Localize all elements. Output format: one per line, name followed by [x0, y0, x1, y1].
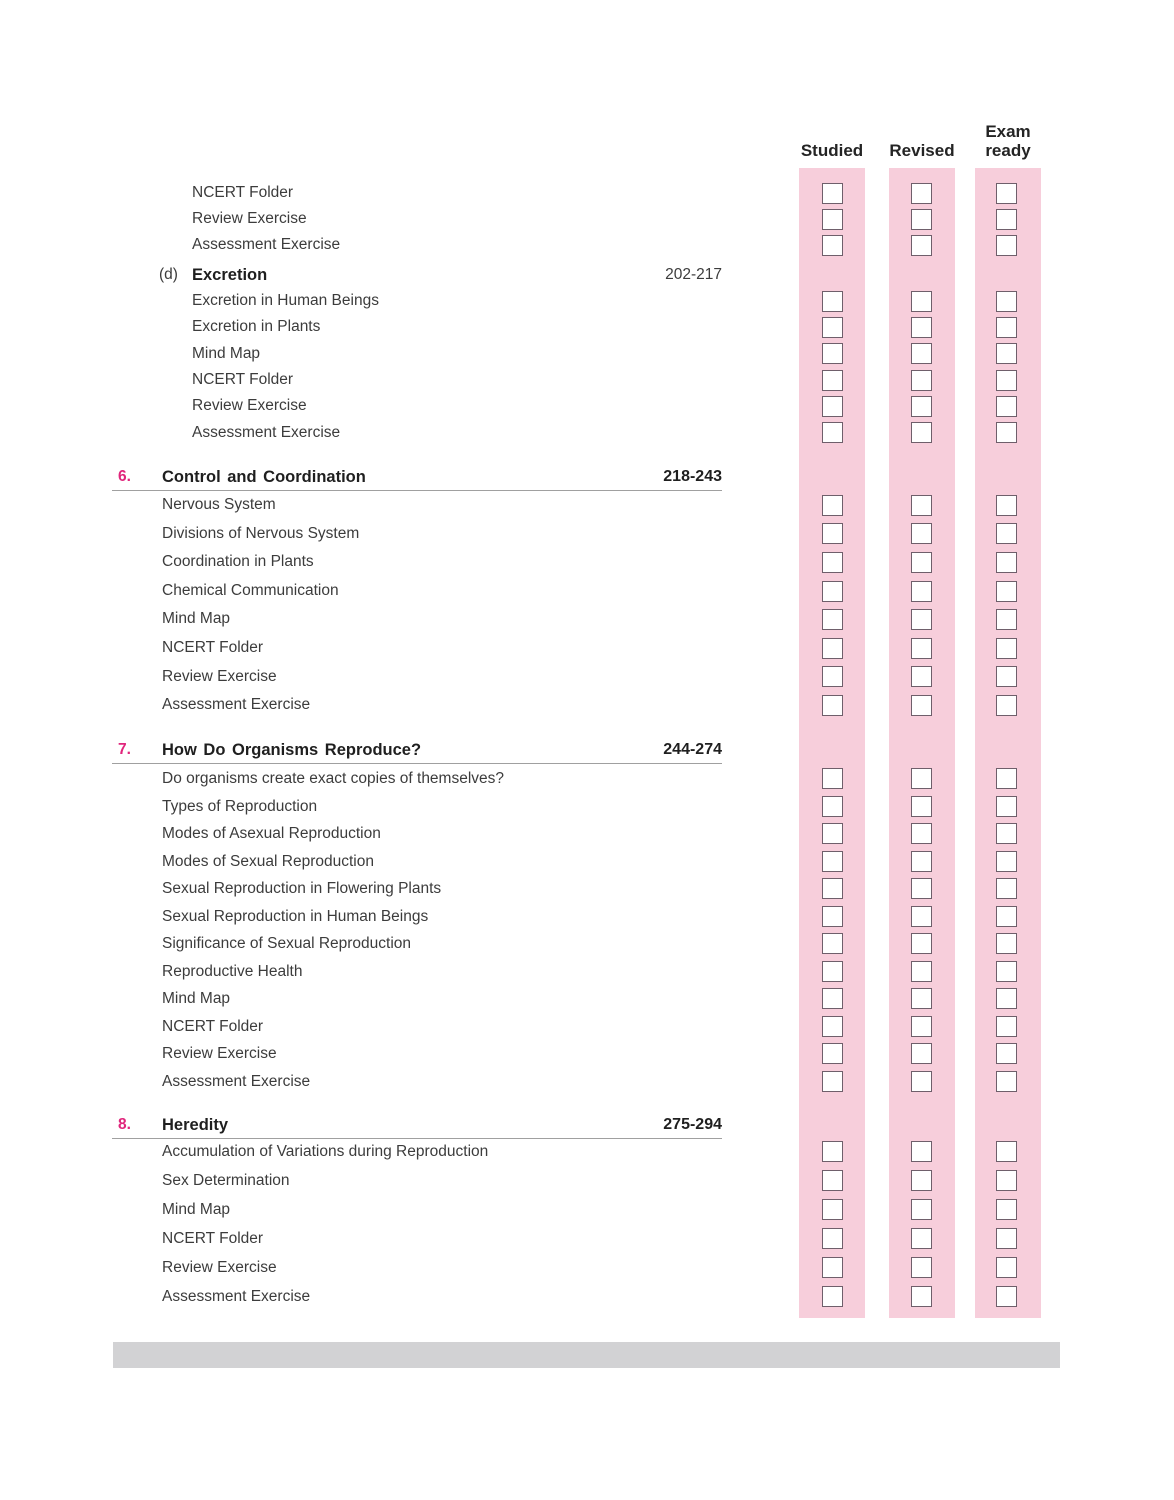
toc-item-label: Excretion in Plants: [192, 318, 321, 336]
toc-item-label: Modes of Sexual Reproduction: [162, 852, 374, 870]
footer-bar: [113, 1342, 1060, 1368]
toc-item-row: [0, 180, 1174, 206]
page-range: 275-294: [663, 1116, 722, 1133]
revised-checkbox[interactable]: [911, 209, 932, 230]
revised-checkbox[interactable]: [911, 1170, 932, 1191]
revised-checkbox[interactable]: [911, 638, 932, 659]
studied-checkbox[interactable]: [822, 317, 843, 338]
exam-ready-checkbox[interactable]: [996, 343, 1017, 364]
revised-checkbox[interactable]: [911, 933, 932, 954]
studied-checkbox[interactable]: [822, 1199, 843, 1220]
chapter-number: 8.: [118, 1116, 131, 1133]
page-range: 202-217: [665, 266, 722, 283]
exam-ready-checkbox[interactable]: [996, 666, 1017, 687]
toc-item-row: [0, 548, 1174, 577]
toc-item-label: Assessment Exercise: [162, 1072, 311, 1090]
studied-checkbox[interactable]: [822, 666, 843, 687]
toc-item-row: [0, 393, 1174, 419]
exam-ready-checkbox[interactable]: [996, 638, 1017, 659]
chapter-row: [112, 737, 722, 764]
studied-checkbox[interactable]: [822, 370, 843, 391]
toc-item-row: [0, 1253, 1174, 1282]
revised-checkbox[interactable]: [911, 796, 932, 817]
revised-checkbox[interactable]: [911, 961, 932, 982]
studied-checkbox[interactable]: [822, 235, 843, 256]
studied-checkbox[interactable]: [822, 1228, 843, 1249]
studied-checkbox[interactable]: [822, 552, 843, 573]
exam-ready-checkbox[interactable]: [996, 768, 1017, 789]
studied-checkbox[interactable]: [822, 823, 843, 844]
revised-checkbox[interactable]: [911, 291, 932, 312]
toc-item-label: Mind Map: [192, 344, 261, 362]
exam-ready-checkbox[interactable]: [996, 609, 1017, 630]
toc-item-label: Coordination in Plants: [162, 553, 314, 571]
toc-item-row: [0, 930, 1174, 958]
toc-item-label: Assessment Exercise: [192, 236, 341, 254]
studied-checkbox[interactable]: [822, 1257, 843, 1278]
exam-ready-checkbox[interactable]: [996, 823, 1017, 844]
toc-item-row: [0, 520, 1174, 549]
toc-item-label: Reproductive Health: [162, 962, 303, 980]
studied-checkbox[interactable]: [822, 695, 843, 716]
exam-ready-checkbox[interactable]: [996, 317, 1017, 338]
exam-ready-checkbox[interactable]: [996, 933, 1017, 954]
toc-item-label: Sexual Reproduction in Flowering Plants: [162, 880, 442, 897]
revised-checkbox[interactable]: [911, 1199, 932, 1220]
chapter-number: 7.: [118, 741, 131, 758]
toc-item-row: [0, 1013, 1174, 1041]
revised-checkbox[interactable]: [911, 343, 932, 364]
studied-checkbox[interactable]: [822, 961, 843, 982]
exam-ready-checkbox[interactable]: [996, 235, 1017, 256]
toc-item-label: Assessment Exercise: [162, 696, 311, 714]
studied-checkbox[interactable]: [822, 523, 843, 544]
revised-checkbox[interactable]: [911, 396, 932, 417]
studied-checkbox[interactable]: [822, 1071, 843, 1092]
revised-checkbox[interactable]: [911, 581, 932, 602]
column-header-studied: [787, 116, 877, 160]
studied-checkbox[interactable]: [822, 291, 843, 312]
studied-checkbox[interactable]: [822, 396, 843, 417]
subchapter-row: [112, 262, 722, 288]
toc-item-label: Do organisms create exact copies of themselves?: [162, 770, 505, 787]
toc-item-label: Mind Map: [162, 610, 231, 628]
toc-item-row: [0, 820, 1174, 848]
toc-item-row: [0, 663, 1174, 692]
studied-checkbox[interactable]: [822, 343, 843, 364]
exam-ready-checkbox[interactable]: [996, 552, 1017, 573]
toc-item-row: [0, 1068, 1174, 1096]
subchapter-number: (d): [159, 266, 178, 283]
subchapter-title: Excretion: [192, 266, 268, 284]
toc-item-row: [0, 1282, 1174, 1311]
revised-checkbox[interactable]: [911, 609, 932, 630]
toc-item-row: [0, 420, 1174, 446]
studied-checkbox[interactable]: [822, 638, 843, 659]
revised-checkbox[interactable]: [911, 495, 932, 516]
toc-item-row: [0, 367, 1174, 393]
toc-item-row: [0, 1166, 1174, 1195]
exam-ready-checkbox[interactable]: [996, 878, 1017, 899]
toc-item-label: Assessment Exercise: [162, 1288, 311, 1305]
revised-checkbox[interactable]: [911, 235, 932, 256]
toc-item-label: Sex Determination: [162, 1172, 290, 1189]
revised-checkbox[interactable]: [911, 906, 932, 927]
toc-item-label: Modes of Asexual Reproduction: [162, 825, 381, 842]
revised-checkbox[interactable]: [911, 1286, 932, 1307]
toc-item-row: [0, 634, 1174, 663]
toc-item-label: Mind Map: [162, 1201, 231, 1218]
exam-ready-checkbox[interactable]: [996, 396, 1017, 417]
exam-ready-checkbox[interactable]: [996, 796, 1017, 817]
toc-item-row: [0, 1040, 1174, 1068]
column-header-studied-label: Studied: [800, 141, 864, 160]
studied-checkbox[interactable]: [822, 878, 843, 899]
exam-ready-checkbox[interactable]: [996, 1286, 1017, 1307]
studied-checkbox[interactable]: [822, 768, 843, 789]
exam-ready-checkbox[interactable]: [996, 1170, 1017, 1191]
exam-ready-checkbox[interactable]: [996, 1016, 1017, 1037]
toc-item-label: Nervous System: [162, 496, 276, 513]
studied-checkbox[interactable]: [822, 1016, 843, 1037]
page-range: 244-274: [663, 741, 722, 758]
toc-item-row: [0, 341, 1174, 367]
toc-item-label: Review Exercise: [192, 210, 307, 228]
toc-item-row: [0, 985, 1174, 1013]
revised-checkbox[interactable]: [911, 695, 932, 716]
exam-ready-checkbox[interactable]: [996, 1199, 1017, 1220]
chapter-title: Control and Coordination: [162, 468, 366, 486]
chapter-number: 6.: [118, 468, 131, 485]
toc-item-label: Review Exercise: [162, 667, 277, 685]
exam-ready-checkbox[interactable]: [996, 988, 1017, 1009]
studied-checkbox[interactable]: [822, 1170, 843, 1191]
revised-checkbox[interactable]: [911, 317, 932, 338]
toc-item-label: NCERT Folder: [162, 1230, 264, 1247]
toc-item-row: [0, 765, 1174, 793]
toc-item-label: Mind Map: [162, 990, 231, 1007]
exam-ready-checkbox[interactable]: [996, 581, 1017, 602]
studied-checkbox[interactable]: [822, 422, 843, 443]
revised-checkbox[interactable]: [911, 1141, 932, 1162]
exam-ready-checkbox[interactable]: [996, 1257, 1017, 1278]
toc-item-label: NCERT Folder: [192, 370, 294, 388]
exam-ready-checkbox[interactable]: [996, 1228, 1017, 1249]
revised-checkbox[interactable]: [911, 370, 932, 391]
revised-checkbox[interactable]: [911, 523, 932, 544]
toc-item-row: [0, 491, 1174, 520]
studied-checkbox[interactable]: [822, 1043, 843, 1064]
studied-checkbox[interactable]: [822, 609, 843, 630]
revised-checkbox[interactable]: [911, 422, 932, 443]
toc-item-label: Chemical Communication: [162, 581, 339, 599]
revised-checkbox[interactable]: [911, 878, 932, 899]
studied-checkbox[interactable]: [822, 495, 843, 516]
studied-checkbox[interactable]: [822, 1286, 843, 1307]
toc-item-row: [0, 1224, 1174, 1253]
revised-checkbox[interactable]: [911, 183, 932, 204]
toc-item-label: Review Exercise: [162, 1045, 277, 1062]
exam-ready-checkbox[interactable]: [996, 906, 1017, 927]
toc-item-row: [0, 903, 1174, 931]
toc-item-row: [0, 232, 1174, 258]
exam-ready-checkbox[interactable]: [996, 291, 1017, 312]
studied-checkbox[interactable]: [822, 988, 843, 1009]
toc-item-label: Sexual Reproduction in Human Beings: [162, 907, 429, 925]
studied-checkbox[interactable]: [822, 906, 843, 927]
toc-item-row: [0, 577, 1174, 606]
column-header-exam-ready: [979, 116, 1037, 160]
toc-item-row: [0, 691, 1174, 720]
toc-item-label: NCERT Folder: [192, 184, 294, 201]
exam-ready-checkbox[interactable]: [996, 422, 1017, 443]
revised-checkbox[interactable]: [911, 1257, 932, 1278]
toc-item-row: [0, 793, 1174, 821]
exam-ready-checkbox[interactable]: [996, 523, 1017, 544]
studied-checkbox[interactable]: [822, 209, 843, 230]
chapter-row: [112, 464, 722, 491]
exam-ready-checkbox[interactable]: [996, 495, 1017, 516]
toc-item-row: [0, 206, 1174, 232]
toc-item-label: NCERT Folder: [162, 639, 264, 656]
exam-ready-checkbox[interactable]: [996, 1141, 1017, 1162]
exam-ready-checkbox[interactable]: [996, 961, 1017, 982]
exam-ready-checkbox[interactable]: [996, 209, 1017, 230]
chapter-title: How Do Organisms Reproduce?: [162, 741, 422, 759]
toc-item-label: Review Exercise: [192, 397, 307, 415]
exam-ready-checkbox[interactable]: [996, 183, 1017, 204]
toc-item-row: [0, 288, 1174, 314]
toc-item-row: [0, 1137, 1174, 1166]
toc-item-label: Excretion in Human Beings: [192, 292, 379, 309]
chapter-row: [112, 1112, 722, 1139]
exam-ready-checkbox[interactable]: [996, 1043, 1017, 1064]
revised-checkbox[interactable]: [911, 988, 932, 1009]
column-header-revised: [877, 116, 967, 160]
exam-ready-checkbox[interactable]: [996, 370, 1017, 391]
toc-item-row: [0, 958, 1174, 986]
exam-ready-checkbox[interactable]: [996, 1071, 1017, 1092]
toc-item-label: Types of Reproduction: [162, 797, 318, 815]
toc-item-row: [0, 314, 1174, 340]
toc-item-label: Significance of Sexual Reproduction: [162, 935, 412, 952]
toc-item-label: Accumulation of Variations during Reproduction: [162, 1143, 489, 1160]
toc-item-label: NCERT Folder: [162, 1017, 264, 1035]
toc-item-row: [0, 605, 1174, 634]
revised-checkbox[interactable]: [911, 851, 932, 872]
studied-checkbox[interactable]: [822, 933, 843, 954]
toc-item-row: [0, 848, 1174, 876]
studied-checkbox[interactable]: [822, 796, 843, 817]
chapter-title: Heredity: [162, 1116, 229, 1134]
studied-checkbox[interactable]: [822, 1141, 843, 1162]
revised-checkbox[interactable]: [911, 1043, 932, 1064]
exam-ready-checkbox[interactable]: [996, 851, 1017, 872]
column-header-exam-ready-label: Exam ready: [985, 122, 1031, 160]
page-range: 218-243: [663, 468, 722, 485]
toc-item-label: Review Exercise: [162, 1259, 277, 1276]
toc-item-label: Assessment Exercise: [192, 423, 341, 441]
toc-item-row: [0, 875, 1174, 903]
studied-checkbox[interactable]: [822, 851, 843, 872]
revised-checkbox[interactable]: [911, 666, 932, 687]
toc-item-label: Divisions of Nervous System: [162, 524, 360, 542]
revised-checkbox[interactable]: [911, 552, 932, 573]
exam-ready-checkbox[interactable]: [996, 695, 1017, 716]
studied-checkbox[interactable]: [822, 183, 843, 204]
column-header-revised-label: Revised: [889, 141, 955, 160]
revised-checkbox[interactable]: [911, 823, 932, 844]
revised-checkbox[interactable]: [911, 1071, 932, 1092]
revised-checkbox[interactable]: [911, 768, 932, 789]
toc-item-row: [0, 1195, 1174, 1224]
studied-checkbox[interactable]: [822, 581, 843, 602]
revised-checkbox[interactable]: [911, 1016, 932, 1037]
revised-checkbox[interactable]: [911, 1228, 932, 1249]
